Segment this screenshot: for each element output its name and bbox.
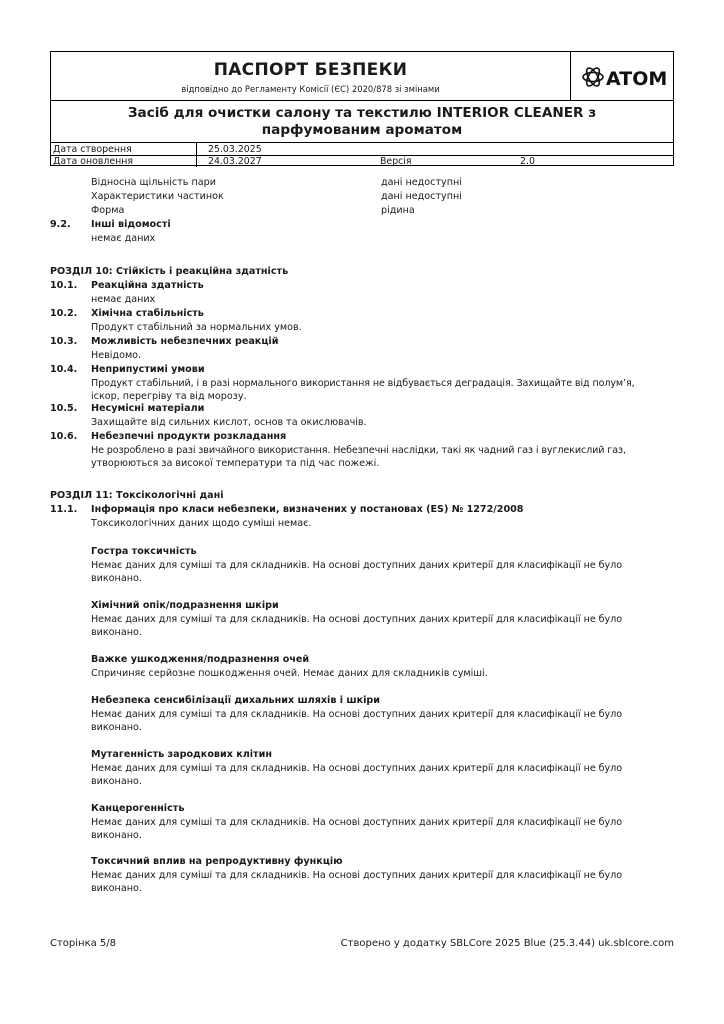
product-name-line1: Засіб для очистки салону та текстилю INTERIOR CLEANER з [127, 105, 597, 121]
tox-block-text: Немає даних для суміші та для складників. На основі доступних даних критерії для класифікації не було [91, 560, 623, 571]
subsection-title: Небезпечні продукти розкладання [91, 431, 287, 442]
tox-block-text: виконано. [91, 883, 142, 894]
tox-block-title: Небезпека сенсибілізації дихальних шляхів і шкіри [91, 695, 380, 706]
subsection-text: Продукт стабільний, і в разі нормального використання не відбувається деградація. Захищайте від полум’я, [91, 378, 635, 389]
subsection-number: 10.6. [50, 431, 78, 442]
tox-block-text: Немає даних для суміші та для складників. На основі доступних даних критерії для класифікації не було [91, 709, 623, 720]
tox-block-title: Мутагенність зародкових клітин [91, 749, 272, 760]
updated-value: 24.03.2027 [208, 156, 262, 167]
subsection-text: Токсикологічних даних щодо суміші немає. [91, 518, 312, 529]
tox-block-text: Спричиняє серйозне пошкодження очей. Немає даних для складників суміші. [91, 668, 488, 679]
logo-cell [571, 52, 673, 101]
subsection-title: Інформація про класи небезпеки, визначених у постановах (ES) № 1272/2008 [91, 504, 524, 515]
subsection-title: Реакційна здатність [91, 280, 204, 291]
subsection-text: утворюються за високої температури та під час пожежі. [91, 458, 380, 469]
tox-block-text: виконано. [91, 722, 142, 733]
subsection-title: Можливість небезпечних реакцій [91, 336, 279, 347]
prop-value: дані недоступні [381, 177, 462, 188]
tox-block-title: Хімічний опік/подразнення шкіри [91, 600, 279, 611]
created-value: 25.03.2025 [208, 144, 262, 155]
regulation-subtitle: відповідно до Регламенту Комісії (ЄС) 2020/878 зі змінами [181, 84, 440, 94]
tox-block-text: Немає даних для суміші та для складників. На основі доступних даних критерії для класифікації не було [91, 763, 623, 774]
subsection-text: немає даних [91, 294, 156, 305]
subsection-number: 10.1. [50, 280, 78, 291]
updated-row [51, 155, 673, 167]
tox-block-text: Немає даних для суміші та для складників. На основі доступних даних критерії для класифікації не було [91, 614, 623, 625]
created-label: Дата створення [53, 144, 132, 155]
header-divider [196, 143, 197, 167]
svg-text:ATOM: ATOM [606, 68, 668, 90]
subsection-text: іскор, перегріву та від морозу. [91, 391, 247, 402]
prop-label: Характеристики частинок [91, 191, 224, 202]
product-name [51, 101, 673, 143]
subsection-title: Несумісні матеріали [91, 403, 205, 414]
version-value: 2.0 [520, 156, 535, 167]
tox-block-title: Токсичний вплив на репродуктивну функцію [91, 856, 343, 867]
subsection-title: Хімічна стабільність [91, 308, 204, 319]
prop-label: Форма [91, 205, 125, 216]
generator-credit: Створено у додатку SBLCore 2025 Blue (25.3.44) uk.sblcore.com [340, 938, 674, 949]
tox-block-title: Важке ушкодження/подразнення очей [91, 654, 310, 665]
section-title: РОЗДІЛ 10: Стійкість і реакційна здатність [50, 266, 289, 277]
version-label: Версія [380, 156, 412, 167]
tox-block-text: виконано. [91, 830, 142, 841]
prop-value: рідина [381, 205, 415, 216]
subsection-title: Неприпустимі умови [91, 364, 205, 375]
tox-block-text: виконано. [91, 776, 142, 787]
subsection-title: Інші відомості [91, 219, 171, 230]
subsection-text: Захищайте від сильних кислот, основ та окислювачів. [91, 417, 367, 428]
tox-block-title: Гостра токсичність [91, 546, 197, 557]
prop-value: дані недоступні [381, 191, 462, 202]
page-title: ПАСПОРТ БЕЗПЕКИ [213, 60, 408, 80]
atom-logo-icon [581, 62, 669, 92]
subsection-number: 10.2. [50, 308, 78, 319]
title-cell [51, 52, 571, 101]
subsection-text: Продукт стабільний за нормальних умов. [91, 322, 302, 333]
subsection-number: 10.4. [50, 364, 78, 375]
document-header [50, 51, 674, 166]
subsection-number: 11.1. [50, 504, 78, 515]
tox-block-text: виконано. [91, 627, 142, 638]
subsection-text: немає даних [91, 233, 156, 244]
page-number: Сторінка 5/8 [50, 938, 117, 949]
subsection-text: Невідомо. [91, 350, 142, 361]
prop-label: Відносна щільність пари [91, 177, 216, 188]
subsection-text: Не розроблено в разі звичайного використання. Небезпечні наслідки, такі як чадний газ і вуглекислий газ, [91, 445, 626, 456]
section-title: РОЗДІЛ 11: Токсікологічні дані [50, 490, 224, 501]
subsection-number: 9.2. [50, 219, 71, 230]
tox-block-title: Канцерогенність [91, 803, 185, 814]
subsection-number: 10.3. [50, 336, 78, 347]
subsection-number: 10.5. [50, 403, 78, 414]
tox-block-text: Немає даних для суміші та для складників. На основі доступних даних критерії для класифікації не було [91, 870, 623, 881]
product-name-line2: парфумованим ароматом [261, 122, 463, 138]
updated-label: Дата оновлення [53, 156, 134, 167]
tox-block-text: Немає даних для суміші та для складників. На основі доступних даних критерії для класифікації не було [91, 817, 623, 828]
tox-block-text: виконано. [91, 573, 142, 584]
